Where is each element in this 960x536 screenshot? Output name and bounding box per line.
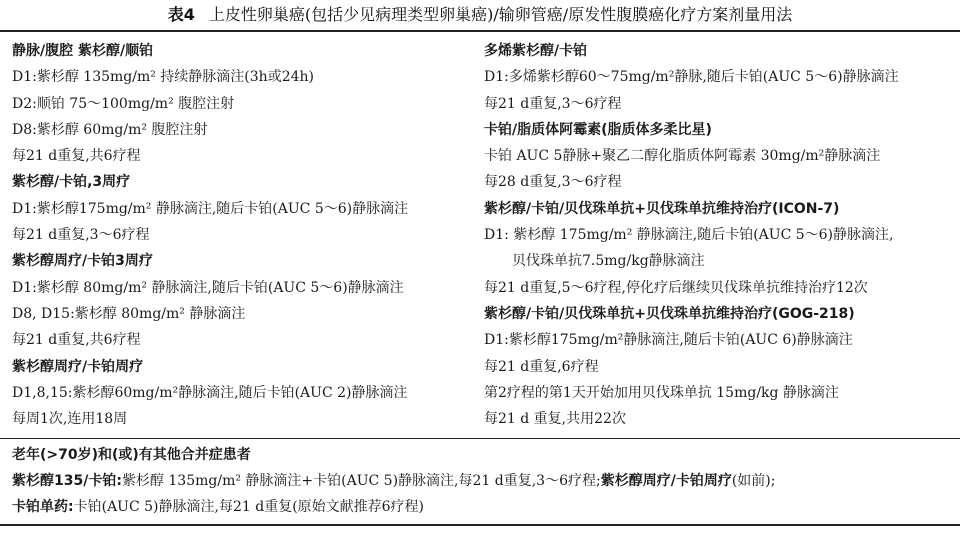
top-rule <box>0 30 960 32</box>
regimen-line: 每周1次,连用18周 <box>12 411 128 428</box>
regimen-text: (如前); <box>731 473 776 489</box>
regimen-line: 每21 d重复,3～6疗程 <box>12 227 150 244</box>
right-column <box>484 38 956 432</box>
regimen-line: D8:紫杉醇 60mg/m² 腹腔注射 <box>12 121 208 138</box>
regimen-line: 每21 d 重复,共用22次 <box>484 411 626 428</box>
regimen-line: 每21 d重复,3～6疗程 <box>484 95 622 112</box>
regimen-text: 卡铂(AUC 5)静脉滴注,每21 d重复(原始文献推荐6疗程) <box>73 499 425 515</box>
regimen-heading: 紫杉醇周疗/卡铂3周疗 <box>12 253 153 270</box>
elderly-section <box>12 442 952 520</box>
regimen-line: D1:紫杉醇 80mg/m² 静脉滴注,随后卡铂(AUC 5～6)静脉滴注 <box>12 279 404 296</box>
middle-rule <box>0 438 960 439</box>
regimen-line: D2:顺铂 75～100mg/m² 腹腔注射 <box>12 95 235 112</box>
regimen-heading: 紫杉醇周疗/卡铂周疗 <box>12 358 144 375</box>
regimen-line: 第2疗程的第1天开始加用贝伐珠单抗 15mg/kg 静脉滴注 <box>484 384 839 401</box>
single-agent-line <box>12 494 952 520</box>
regimen-line: D1: 紫杉醇 175mg/m² 静脉滴注,随后卡铂(AUC 5～6)静脉滴注, <box>484 227 894 244</box>
regimen-line: 每21 d重复,6疗程 <box>484 358 599 375</box>
regimen-line: D1:紫杉醇 135mg/m² 持续静脉滴注(3h或24h) <box>12 69 314 86</box>
regimen-line: D1:紫杉醇175mg/m²静脉滴注,随后卡铂(AUC 6)静脉滴注 <box>484 332 853 349</box>
regimen-heading: 静脉/腹腔 紫杉醇/顺铂 <box>12 43 154 59</box>
table-title <box>0 0 960 30</box>
regimen-line: 每28 d重复,3～6疗程 <box>484 174 622 191</box>
regimen-text: 紫杉醇 135mg/m² 静脉滴注+卡铂(AUC 5)静脉滴注,每21 d重复,3～6疗程; <box>121 473 601 489</box>
regimen-line: 卡铂 AUC 5静脉+聚乙二醇化脂质体阿霉素 30mg/m²静脉滴注 <box>484 148 881 165</box>
regimen-line: 贝伐珠单抗7.5mg/kg静脉滴注 <box>512 253 705 270</box>
regimen-line: D1:多烯紫杉醇60～75mg/m²静脉,随后卡铂(AUC 5～6)静脉滴注 <box>484 69 899 86</box>
elderly-heading: 老年(>70岁)和(或)有其他合并症患者 <box>12 447 251 463</box>
regimen-heading: 紫杉醇/卡铂/贝伐珠单抗+贝伐珠单抗维持治疗(GOG-218) <box>484 305 855 322</box>
regimen-line: D8, D15:紫杉醇 80mg/m² 静脉滴注 <box>12 305 246 322</box>
regimen-label: 紫杉醇135/卡铂: <box>12 473 122 489</box>
regimen-line: 每21 d重复,5～6疗程,停化疗后继续贝伐珠单抗维持治疗12次 <box>484 279 868 296</box>
table-number: 表4 <box>167 5 195 24</box>
regimen-line: 每21 d重复,共6疗程 <box>12 148 141 165</box>
regimen-heading: 紫杉醇/卡铂/贝伐珠单抗+贝伐珠单抗维持治疗(ICON-7) <box>484 200 840 217</box>
table-title-text: 上皮性卵巢癌(包括少见病理类型卵巢癌)/输卵管癌/原发性腹膜癌化疗方案剂量用法 <box>208 5 793 24</box>
regimen-label: 紫杉醇周疗/卡铂周疗 <box>600 473 732 489</box>
regimen-line: 每21 d重复,共6疗程 <box>12 332 141 349</box>
regimen-heading: 卡铂/脂质体阿霉素(脂质体多柔比星) <box>484 121 712 138</box>
regimen-label: 卡铂单药: <box>12 499 74 515</box>
elderly-regimen-line <box>12 468 952 494</box>
bottom-rule <box>0 524 960 526</box>
regimen-line: D1,8,15:紫杉醇60mg/m²静脉滴注,随后卡铂(AUC 2)静脉滴注 <box>12 384 408 401</box>
regimen-heading: 紫杉醇/卡铂,3周疗 <box>12 174 131 191</box>
left-column <box>12 38 468 432</box>
regimen-heading: 多烯紫杉醇/卡铂 <box>484 43 588 59</box>
regimen-line: D1:紫杉醇175mg/m² 静脉滴注,随后卡铂(AUC 5～6)静脉滴注 <box>12 200 409 217</box>
